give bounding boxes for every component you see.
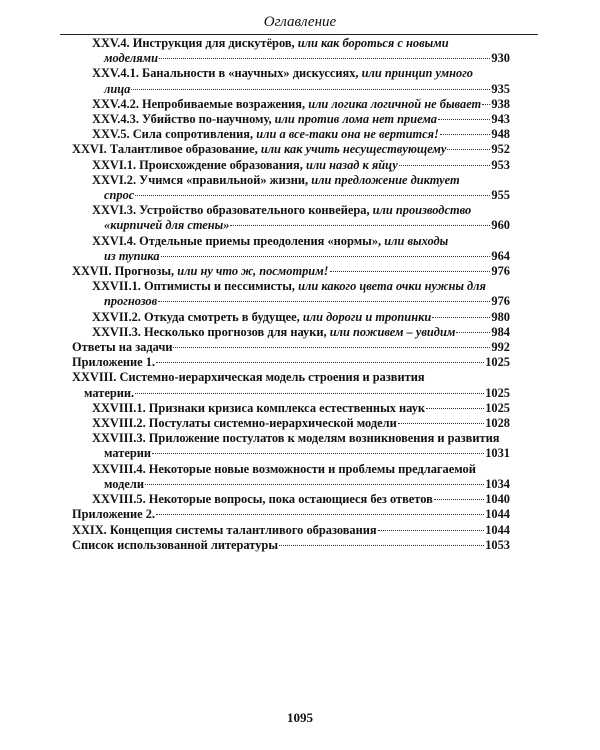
toc-entry-page: 1028: [485, 416, 510, 431]
toc-entry-title: [72, 523, 377, 538]
dot-leader: [440, 134, 491, 135]
dot-leader: [156, 514, 484, 515]
toc-entry-text: материи.: [84, 385, 135, 400]
toc-entry-title: [92, 431, 499, 446]
toc-entry-line: [92, 446, 510, 461]
toc-entry-title: [92, 112, 437, 127]
dot-leader: [482, 104, 490, 105]
toc-entry-subtitle: или а все-таки она не вертится!: [256, 127, 439, 142]
toc-entry-line: [92, 97, 510, 112]
toc-entry: [72, 173, 510, 203]
toc-entry-page: 1025: [485, 400, 510, 415]
toc-entry-page: 1044: [485, 522, 510, 537]
dot-leader: [173, 347, 490, 348]
toc-entry-line: [72, 370, 510, 385]
toc-entry-text: модели: [104, 476, 144, 491]
toc-entry-title: [92, 173, 460, 188]
toc-entry: [72, 538, 510, 553]
toc-entry-subtitle: или ну что ж, посмотрим!: [177, 264, 329, 279]
toc-entry-line: [92, 51, 510, 66]
dot-leader: [145, 484, 484, 485]
toc-entry-title: [92, 97, 481, 112]
toc-entry-page: 1053: [485, 537, 510, 552]
toc-entry-text: Приложение 2.: [72, 507, 155, 522]
toc-entry-subtitle: «кирпичей для стены»: [104, 218, 230, 233]
toc-entry-line: [92, 477, 510, 492]
toc-entry-text: XXVI.3. Устройство образовательного конвейера,: [92, 203, 373, 218]
dot-leader: [438, 119, 490, 120]
toc-entry-title: [72, 264, 329, 279]
dot-leader: [398, 423, 484, 424]
dot-leader: [447, 149, 490, 150]
toc-entry-text: XXVII.3. Несколько прогнозов для науки,: [92, 324, 330, 339]
toc-entry-text: XXVIII. Системно-иерархическая модель строения и развития: [72, 370, 425, 385]
dot-leader: [399, 165, 491, 166]
toc-entry-text: Список использованной литературы: [72, 537, 278, 552]
toc-entry-subtitle: лица: [104, 81, 131, 96]
toc-entry-page: 1034: [485, 476, 510, 491]
toc-entry-page: 980: [491, 309, 510, 324]
toc-entry-text: XXVII.2. Откуда смотреть в будущее,: [92, 309, 303, 324]
toc-entry: [72, 158, 510, 173]
toc-entry-title: [92, 279, 486, 294]
toc-entry-text: Ответы на задачи: [72, 340, 173, 355]
toc-entry-page: 953: [491, 157, 510, 172]
toc-entry-page: 1025: [485, 355, 510, 370]
toc-entry-title: [104, 477, 144, 492]
toc-entry: [72, 355, 510, 370]
toc-entry-page: 935: [491, 81, 510, 96]
toc-entry-subtitle: или логика логичной не бывает: [308, 96, 482, 111]
toc-entry-page: 948: [491, 127, 510, 142]
toc-entry: [72, 279, 510, 309]
toc-entry-line: [92, 294, 510, 309]
toc-entry: [72, 112, 510, 127]
toc-entry: [72, 142, 510, 157]
toc-entry-line: [92, 249, 510, 264]
toc-entry-line: [72, 264, 510, 279]
toc-entry-line: [92, 462, 510, 477]
toc-entry-title: [92, 492, 433, 507]
toc-entry-title: [104, 82, 130, 97]
toc-entry-text: XXV.4.2. Непробиваемые возражения,: [92, 96, 309, 111]
toc-entry-page: 976: [491, 294, 510, 309]
toc-entry-line: [92, 431, 510, 446]
toc-entry-text: Приложение 1.: [72, 355, 155, 370]
toc-entry-page: 992: [491, 340, 510, 355]
dot-leader: [456, 332, 490, 333]
toc-entry-text: материи: [104, 446, 151, 461]
dot-leader: [159, 58, 490, 59]
toc-entry-line: [92, 492, 510, 507]
toc-entry-subtitle: или какого цвета очки нужны для: [298, 279, 486, 294]
toc-entry: [72, 431, 510, 461]
toc-entry-text: XXIX. Концепция системы талантливого образования: [72, 522, 377, 537]
toc-entry-title: [92, 66, 473, 81]
toc-entry-line: [92, 203, 510, 218]
toc-entry-subtitle: или принцип умного: [361, 66, 473, 81]
toc-entry-title: [92, 462, 476, 477]
toc-entry-line: [72, 507, 510, 522]
toc-entry: [72, 97, 510, 112]
toc-entry: [72, 523, 510, 538]
toc-entry-line: [92, 310, 510, 325]
toc-entry-title: [92, 416, 397, 431]
toc-entry-title: [92, 325, 455, 340]
dot-leader: [156, 362, 484, 363]
toc-entry-subtitle: или против лома нет приема: [274, 112, 438, 127]
table-of-contents: [72, 36, 510, 553]
toc-entry: [72, 370, 510, 400]
toc-entry-title: [72, 507, 155, 522]
dot-leader: [279, 545, 484, 546]
header-rule: [60, 34, 538, 35]
toc-entry: [72, 127, 510, 142]
toc-entry: [72, 462, 510, 492]
toc-entry: [72, 401, 510, 416]
toc-entry: [72, 492, 510, 507]
toc-entry-subtitle: моделями: [104, 51, 158, 66]
toc-entry-line: [72, 355, 510, 370]
dot-leader: [426, 408, 484, 409]
toc-entry-title: [92, 234, 448, 249]
toc-entry-subtitle: или производство: [372, 203, 472, 218]
toc-entry-subtitle: прогнозов: [104, 294, 158, 309]
toc-entry-title: [92, 310, 431, 325]
toc-entry-subtitle: или дороги и тропинки: [302, 309, 432, 324]
toc-entry-line: [92, 173, 510, 188]
dot-leader: [152, 453, 484, 454]
dot-leader: [230, 225, 490, 226]
toc-entry-page: 1025: [485, 385, 510, 400]
toc-entry: [72, 310, 510, 325]
toc-entry-text: XXVI. Талантливое образование,: [72, 142, 261, 157]
toc-entry-line: [92, 158, 510, 173]
dot-leader: [135, 195, 490, 196]
toc-entry-line: [92, 279, 510, 294]
toc-entry-text: XXVI.1. Происхождение образования,: [92, 157, 306, 172]
toc-entry-title: [72, 355, 155, 370]
toc-entry-title: [104, 446, 151, 461]
toc-entry-text: XXVIII.3. Приложение постулатов к моделям возникновения и развития: [92, 431, 500, 446]
toc-entry-title: [104, 249, 160, 264]
toc-entry-line: [92, 127, 510, 142]
dot-leader: [161, 256, 491, 257]
toc-entry-text: XXVII. Прогнозы,: [72, 264, 178, 279]
toc-entry-title: [92, 36, 449, 51]
dot-leader: [432, 317, 490, 318]
toc-entry-line: [92, 401, 510, 416]
toc-entry-subtitle: или как бороться с новыми: [297, 36, 449, 50]
toc-entry-title: [92, 401, 425, 416]
toc-entry-page: 984: [491, 324, 510, 339]
toc-entry-title: [104, 218, 229, 233]
dot-leader: [330, 271, 491, 272]
toc-entry-page: 964: [491, 248, 510, 263]
toc-entry-subtitle: или поживем – увидим: [329, 324, 456, 339]
toc-entry: [72, 203, 510, 233]
toc-entry-text: XXVIII.2. Постулаты системно-иерархической модели: [92, 416, 397, 431]
toc-entry-text: XXV.4.3. Убийство по-научному,: [92, 112, 275, 127]
toc-entry-page: 960: [491, 218, 510, 233]
toc-entry-text: XXVIII.1. Признаки кризиса комплекса естественных наук: [92, 400, 426, 415]
toc-entry-title: [92, 203, 471, 218]
toc-entry-text: XXV.4. Инструкция для дискутёров,: [92, 36, 298, 50]
toc-entry-title: [104, 188, 134, 203]
toc-entry-line: [92, 82, 510, 97]
toc-entry-title: [72, 370, 425, 385]
toc-entry: [72, 264, 510, 279]
toc-entry-text: XXVII.1. Оптимисты и пессимисты,: [92, 279, 299, 294]
toc-entry-page: 1044: [485, 507, 510, 522]
toc-entry-subtitle: из тупика: [104, 248, 160, 263]
dot-leader: [378, 530, 485, 531]
toc-entry-page: 943: [491, 112, 510, 127]
toc-entry-line: [92, 112, 510, 127]
toc-entry-line: [92, 416, 510, 431]
toc-entry-subtitle: или выходы: [384, 233, 449, 248]
toc-entry-title: [72, 142, 446, 157]
toc-entry: [72, 507, 510, 522]
toc-entry-text: XXV.5. Сила сопротивления,: [92, 127, 257, 142]
dot-leader: [131, 89, 490, 90]
page-number: 1095: [287, 710, 313, 725]
toc-entry-page: 952: [491, 142, 510, 157]
toc-entry: [72, 325, 510, 340]
toc-entry: [72, 66, 510, 96]
toc-entry-line: [92, 36, 510, 51]
toc-entry-text: XXVI.2. Учимся «правильной» жизни,: [92, 172, 312, 187]
toc-entry-title: [104, 51, 158, 66]
toc-entry: [72, 416, 510, 431]
toc-entry-text: XXVIII.4. Некоторые новые возможности и проблемы предлагаемой: [92, 461, 476, 476]
toc-entry-title: [104, 294, 157, 309]
toc-entry-title: [72, 340, 172, 355]
toc-entry-subtitle: или как учить несуществующему: [260, 142, 447, 157]
toc-entry: [72, 36, 510, 66]
toc-entry-subtitle: или назад к яйцу: [305, 157, 398, 172]
toc-entry-text: XXVI.4. Отдельные приемы преодоления «нормы»,: [92, 233, 385, 248]
toc-entry-text: XXVIII.5. Некоторые вопросы, пока остающиеся без ответов: [92, 492, 433, 507]
toc-entry-page: 976: [491, 264, 510, 279]
toc-entry-title: [92, 158, 398, 173]
toc-entry-line: [72, 523, 510, 538]
toc-entry-line: [92, 234, 510, 249]
toc-entry-line: [72, 340, 510, 355]
toc-entry-line: [92, 188, 510, 203]
toc-entry-line: [72, 386, 510, 401]
page-header-title: Оглавление: [263, 14, 337, 30]
toc-entry-subtitle: или предложение диктует: [311, 172, 460, 187]
toc-entry-line: [72, 142, 510, 157]
toc-entry-page: 930: [491, 51, 510, 66]
toc-entry-title: [84, 386, 134, 401]
dot-leader: [158, 301, 490, 302]
toc-entry-subtitle: спрос: [104, 188, 135, 203]
toc-entry-title: [92, 127, 439, 142]
dot-leader: [135, 393, 484, 394]
toc-entry-line: [92, 218, 510, 233]
toc-entry: [72, 234, 510, 264]
toc-entry-page: 938: [491, 96, 510, 111]
toc-entry-page: 1040: [485, 492, 510, 507]
toc-entry-line: [72, 538, 510, 553]
toc-entry-line: [92, 66, 510, 81]
toc-entry: [72, 340, 510, 355]
toc-entry-line: [92, 325, 510, 340]
toc-entry-page: 1031: [485, 446, 510, 461]
toc-entry-page: 955: [491, 188, 510, 203]
toc-entry-title: [72, 538, 278, 553]
toc-entry-text: XXV.4.1. Банальности в «научных» дискуссиях,: [92, 66, 362, 81]
dot-leader: [434, 499, 484, 500]
